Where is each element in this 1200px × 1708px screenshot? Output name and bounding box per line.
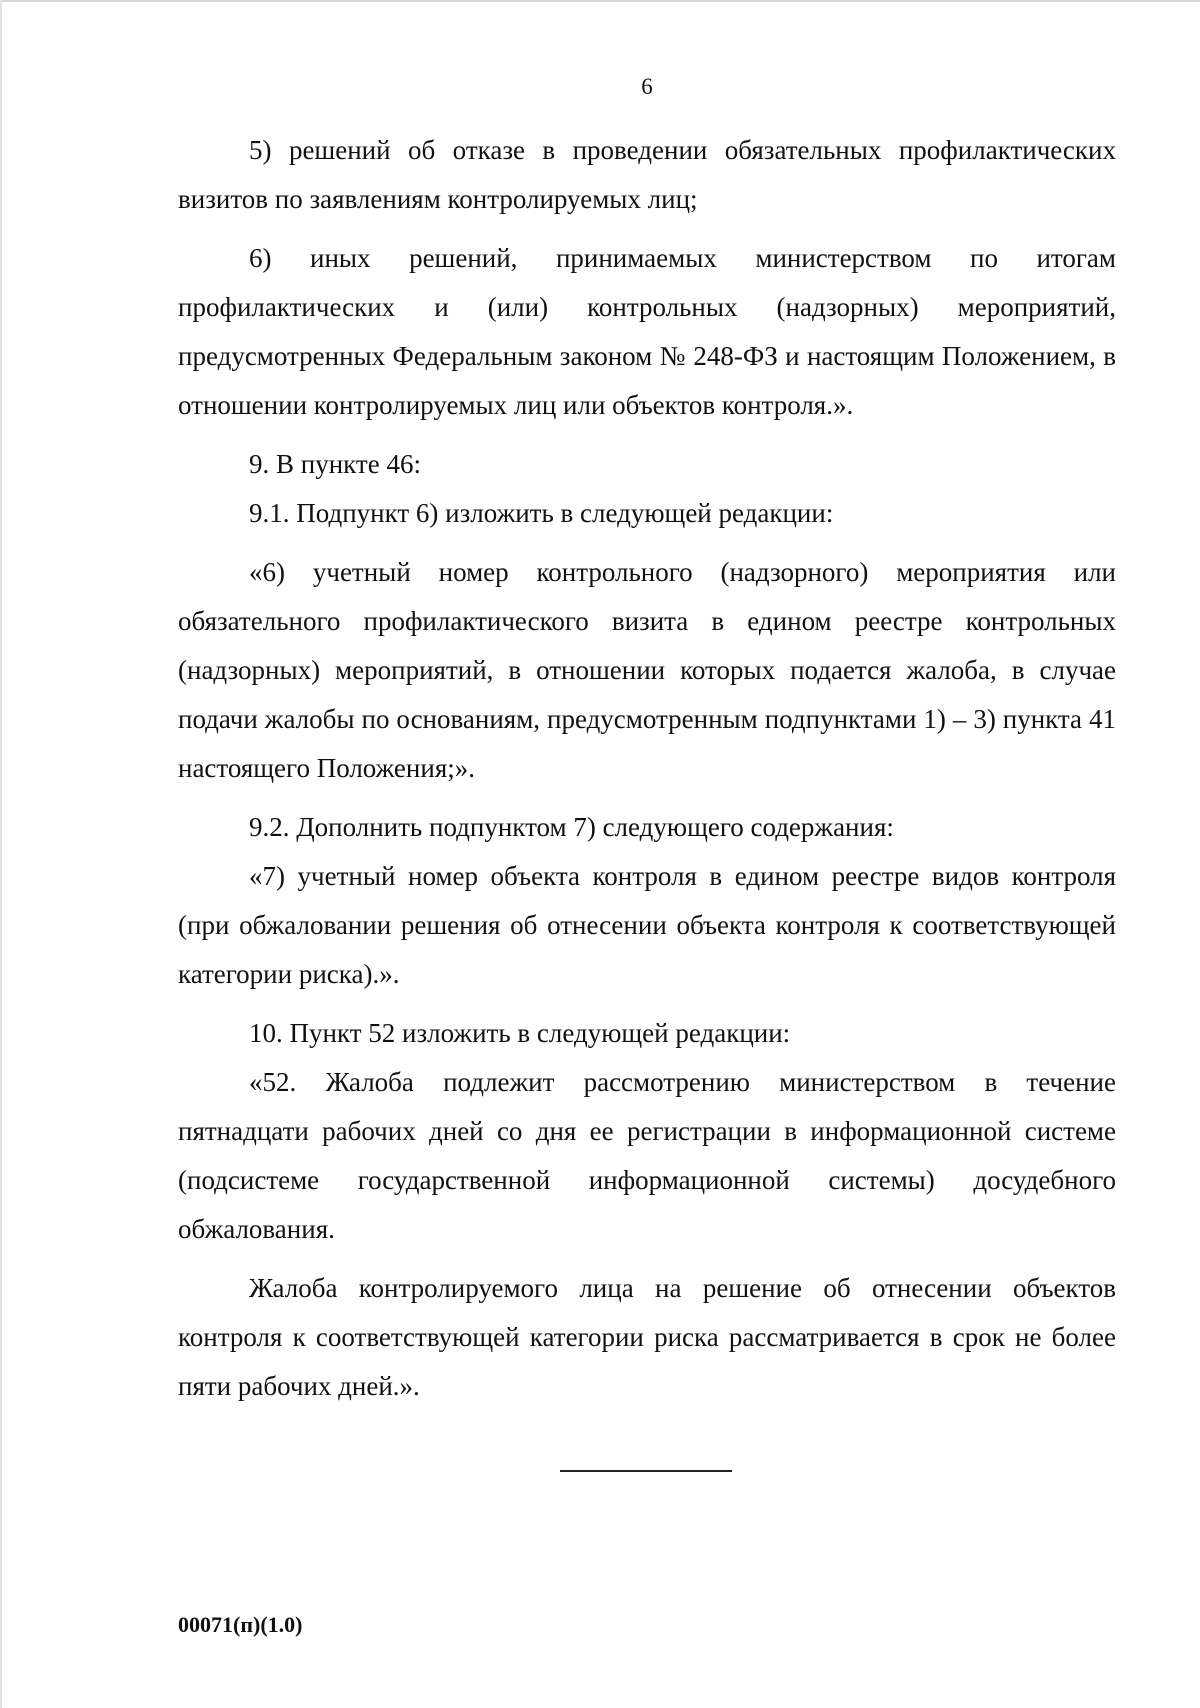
paragraph-quote-subitem-7: «7) учетный номер объекта контроля в едином реестре видов контроля (при обжаловании решения об отнесении объекта контроля к соответствующей категории риска).». bbox=[178, 861, 1116, 989]
scan-edge-left bbox=[0, 0, 2, 1708]
paragraph-item-6: 6) иных решений, принимаемых министерством по итогам профилактических и (или) контрольных (надзорных) мероприятий, предусмотренных Федеральным законом № 248-ФЗ и настоящим Положением, в отношении контролируемых лиц или объектов контроля.». bbox=[178, 243, 1116, 420]
end-divider-line bbox=[560, 1470, 732, 1472]
paragraph-item-5: 5) решений об отказе в проведении обязательных профилактических визитов по заявлениям контролируемых лиц; bbox=[178, 135, 1116, 214]
paragraph-point-9-2: 9.2. Дополнить подпунктом 7) следующего содержания: bbox=[249, 812, 894, 842]
document-body bbox=[178, 126, 1116, 1411]
paragraph-complaint-term: Жалоба контролируемого лица на решение об отнесении объектов контроля к соответствующей категории риска рассматривается в срок не более пяти рабочих дней.». bbox=[178, 1273, 1116, 1401]
paragraph-point-9: 9. В пункте 46: bbox=[249, 449, 421, 479]
scan-edge-top bbox=[0, 0, 1200, 2]
paragraph-quote-subitem-6: «6) учетный номер контрольного (надзорного) мероприятия или обязательного профилактического визита в едином реестре контрольных (надзорных) мероприятий, в отношении которых подается жалоба, в случае подачи жалобы по основаниям, предусмотренным подпунктами 1) – 3) пункта 41 настоящего Положения;». bbox=[178, 557, 1116, 783]
document-code: 00071(п)(1.0) bbox=[178, 1612, 303, 1637]
paragraph-point-10: 10. Пункт 52 изложить в следующей редакции: bbox=[249, 1018, 791, 1048]
page-number: 6 bbox=[641, 74, 653, 99]
paragraph-quote-point-52: «52. Жалоба подлежит рассмотрению министерством в течение пятнадцати рабочих дней со дня ее регистрации в информационной системе (подсистеме государственной информационной системы) досудебного обжалования. bbox=[178, 1067, 1116, 1244]
paragraph-point-9-1: 9.1. Подпункт 6) изложить в следующей редакции: bbox=[249, 498, 834, 528]
